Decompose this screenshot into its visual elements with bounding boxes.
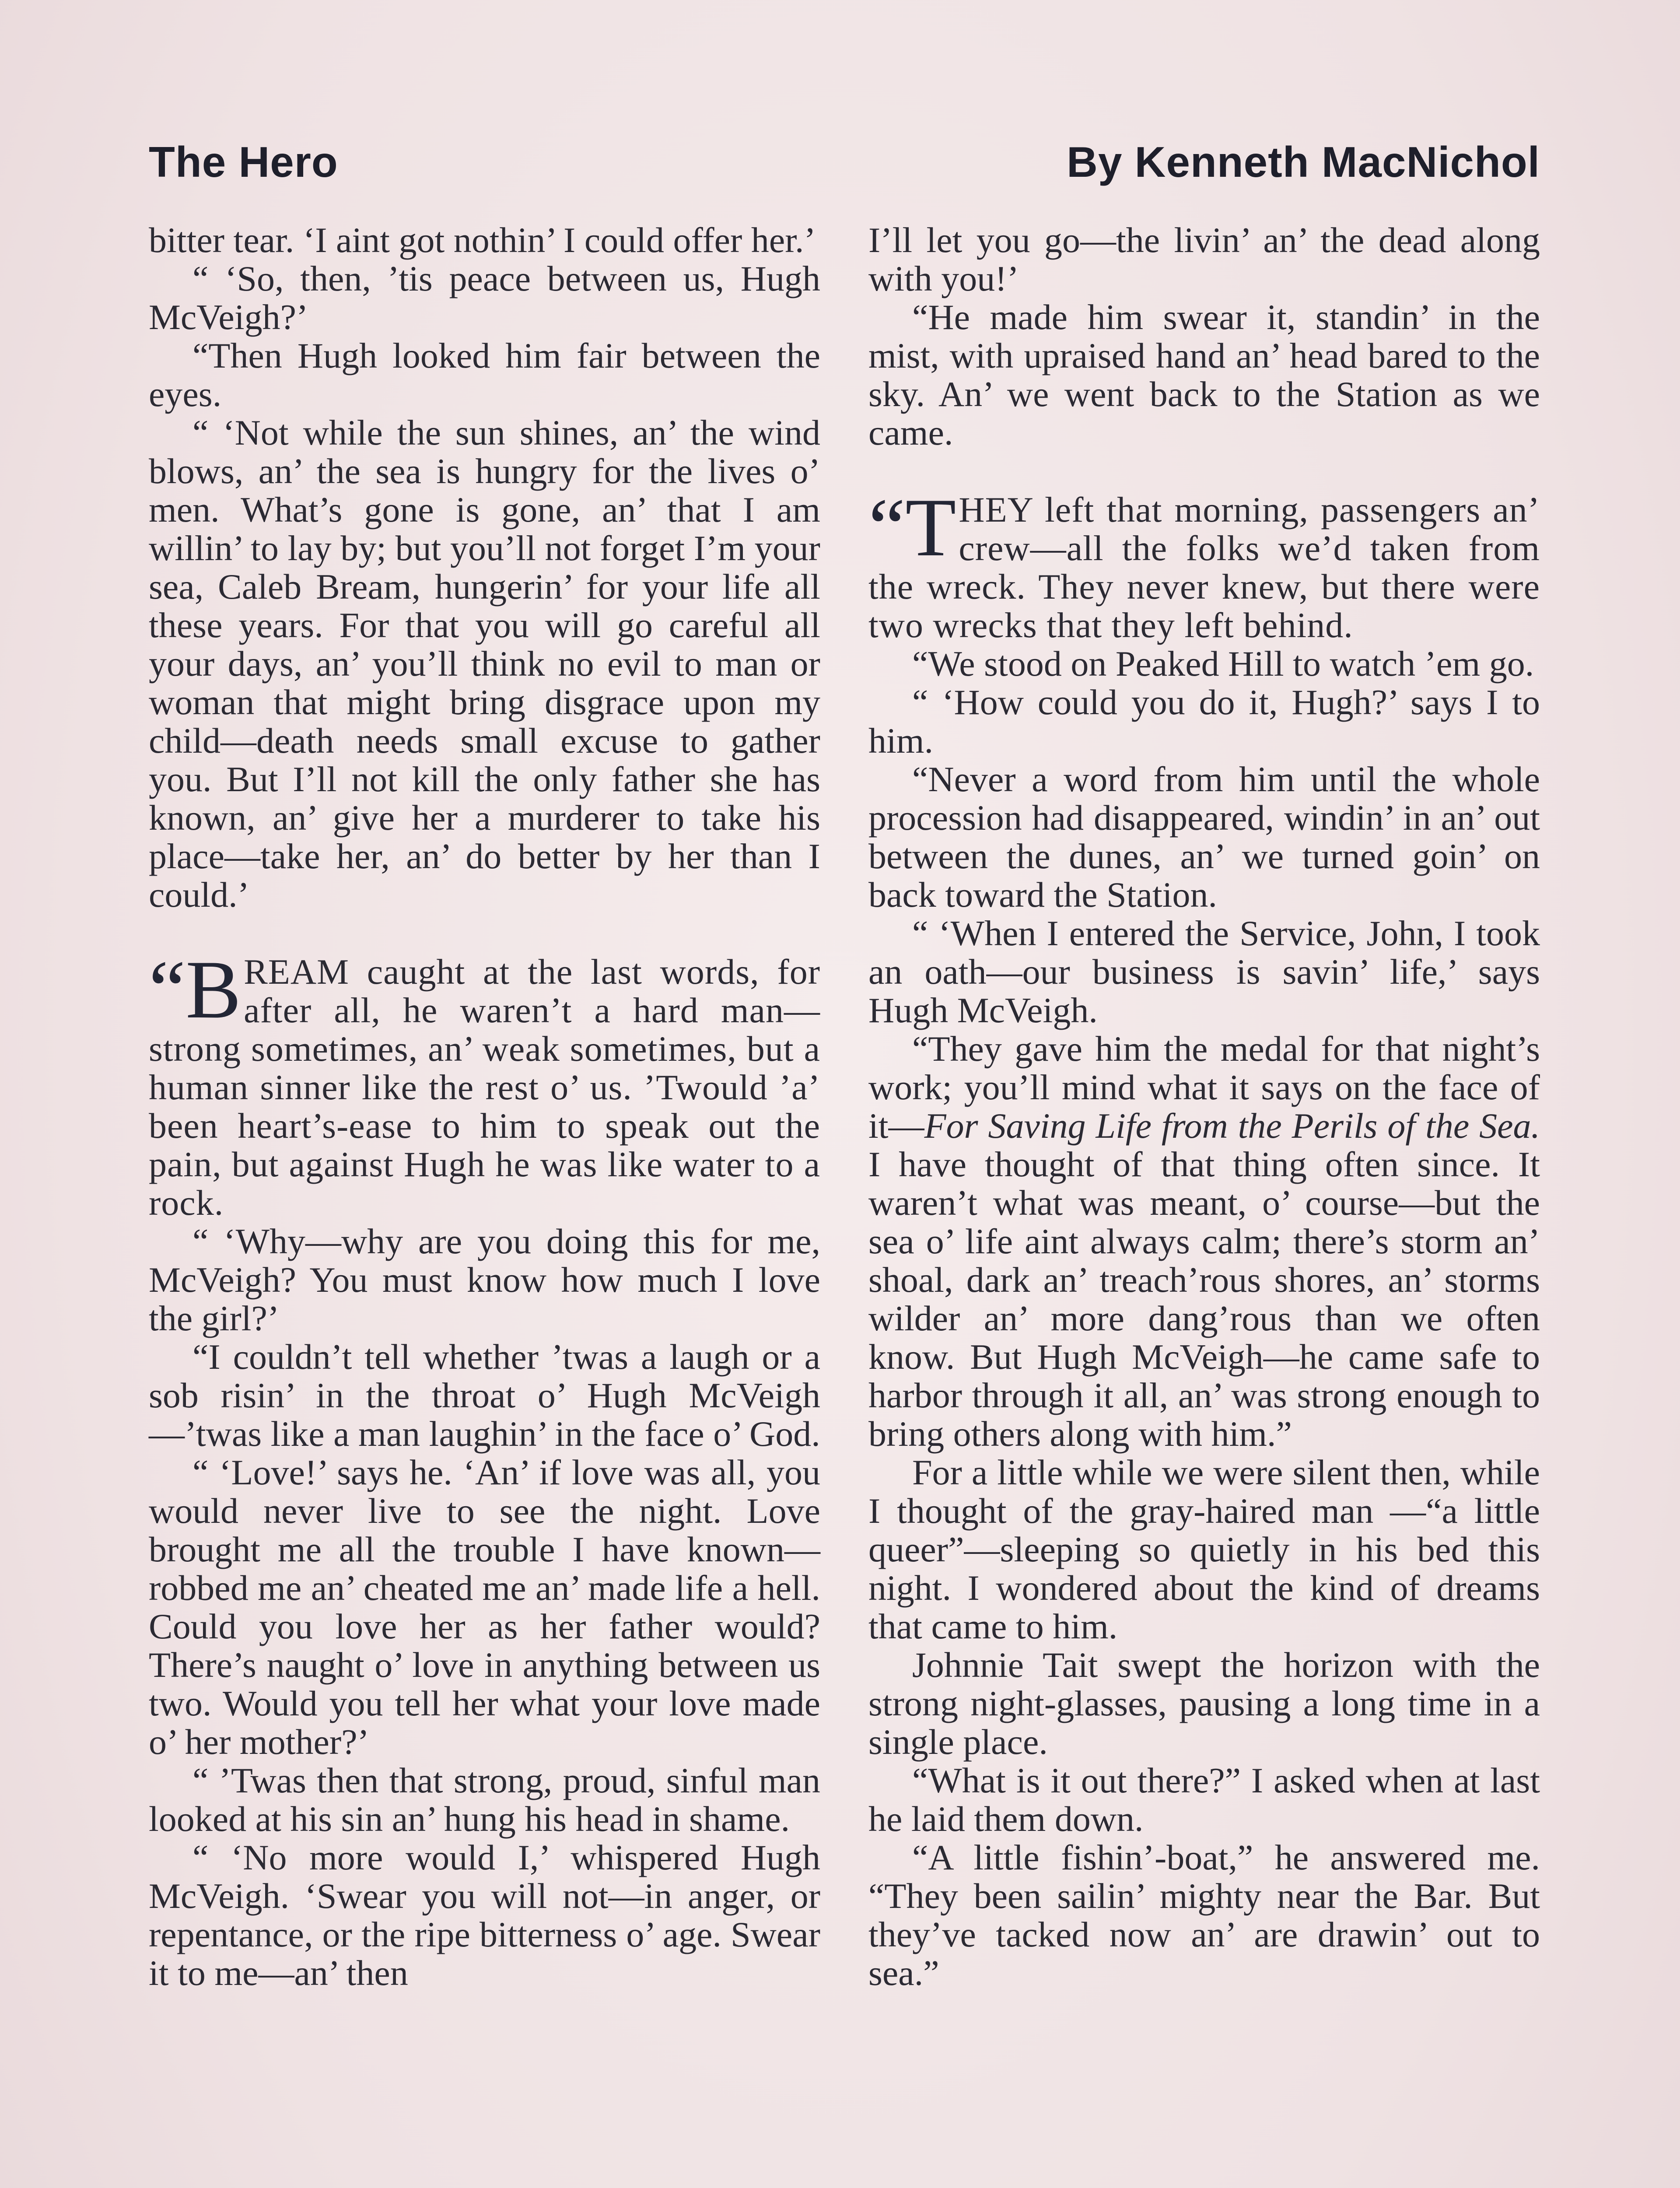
left-column — [149, 221, 820, 2188]
paragraph: “ ‘So, then, ’tis peace between us, Hugh McVeigh?’ — [149, 259, 820, 337]
section-lead-paragraph — [149, 944, 820, 1223]
paragraph: “ ‘How could you do it, Hugh?’ says I to him. — [868, 682, 1540, 761]
paragraph: “ ‘Love!’ says he. ‘An’ if love was all, you would never live to see the night. Love brought me all the trouble I have known—robbed me an’ cheated me an’ made life a hell. Could you love her as her father would? There’s naught o’ love in anything between us two. Would you tell her what your love made o’ her mother?’ — [149, 1452, 820, 1762]
paragraph: “ ‘No more would I,’ whispered Hugh McVeigh. ‘Swear you will not—in anger, or repentance, or the ripe bitterness o’ age. Swear it to me—an’ then — [149, 1837, 820, 1993]
section-lead-paragraph — [868, 482, 1540, 645]
lead-text: REAM caught at the last words, for after all, he waren’t a hard man—strong sometimes, an’ weak sometimes, but a human sinner like the rest o’ us. ’Twould ’a’ been heart’s-ease to him to speak out the pain, but against Hugh he was like water to a rock. — [149, 952, 820, 1223]
paragraph: “What is it out there?” I asked when at last he laid them down. — [868, 1760, 1540, 1839]
drop-cap-letter: B — [186, 944, 242, 1036]
paragraph: “ ‘When I entered the Service, John, I took an oath—our business is savin’ life,’ says Hugh McVeigh. — [868, 913, 1540, 1030]
medal-inscription: For Saving Life from the Perils of the Sea. — [924, 1106, 1540, 1146]
right-column — [868, 221, 1540, 2188]
paragraph: “ ‘Not while the sun shines, an’ the wind blows, an’ the sea is hungry for the lives o’ men. What’s gone is gone, an’ that I am willin’ to lay by; but you’ll not forget I’m your sea, Caleb Bream, hungerin’ for your life all these years. For that you will go careful all your days, an’ you’ll think no evil to man or woman that might bring disgrace upon my child—death needs small excuse to gather you. But I’ll not kill the only father she has known, an’ give her a murderer to take his place—take her, an’ do better by her than I could.’ — [149, 413, 820, 915]
drop-cap-quote: “ — [868, 482, 906, 574]
paragraph: “Then Hugh looked him fair between the eyes. — [149, 336, 820, 414]
text-columns — [149, 221, 1540, 2188]
paragraph: bitter tear. ‘I aint got nothin’ I could offer her.’ — [149, 220, 816, 260]
paragraph: Johnnie Tait swept the horizon with the strong night-glasses, pausing a long time in a single place. — [868, 1645, 1540, 1762]
paragraph-text: I have thought of that thing often since. It waren’t what was meant, o’ course—but the sea o’ life aint always calm; there’s storm an’ shoal, dark an’ treach’rous shores, an’ storms wilder an’ more dang’rous than we often know. But Hugh McVeigh—he came safe to harbor through it all, an’ was strong enough to bring others along with him.” — [868, 1144, 1540, 1454]
story-title: The Hero — [149, 137, 338, 186]
paragraph: “ ’Twas then that strong, proud, sinful man looked at his sin an’ hung his head in shame. — [149, 1760, 820, 1839]
drop-cap — [868, 482, 956, 574]
paragraph: “Never a word from him until the whole procession had disappeared, windin’ in an’ out between the dunes, an’ we turned goin’ on back toward the Station. — [868, 759, 1540, 915]
paragraph: “He made him swear it, standin’ in the mist, with upraised hand an’ head bared to the sky. An’ we went back to the Station as we came. — [868, 297, 1540, 452]
paragraph: “We stood on Peaked Hill to watch ’em go. — [912, 644, 1534, 684]
lead-text: HEY left that morning, passengers an’ crew—all the folks we’d taken from the wreck. They never knew, but there were two wrecks that they left behind. — [868, 490, 1540, 645]
paragraph: “ ‘Why—why are you doing this for me, McVeigh? You must know how much I love the girl?’ — [149, 1221, 820, 1338]
paragraph-text: “They gave him the medal for that night’s work; you’ll mind what it says on the face of it— — [868, 1029, 1540, 1146]
drop-cap-letter: T — [905, 482, 956, 574]
paragraph: I’ll let you go—the livin’ an’ the dead along with you!’ — [868, 220, 1540, 298]
paragraph — [868, 1030, 1540, 1453]
paragraph: “A little fishin’-boat,” he answered me. “They been sailin’ mighty near the Bar. But they’ve tacked now an’ are drawin’ out to sea.” — [868, 1837, 1540, 1993]
paragraph: “I couldn’t tell whether ’twas a laugh or a sob risin’ in the throat o’ Hugh McVeigh—’twas like a man laughin’ in the face o’ God. — [149, 1337, 820, 1454]
story-author: By Kenneth MacNichol — [1067, 137, 1540, 186]
paragraph: For a little while we were silent then, while I thought of the gray-haired man —“a little queer”—sleeping so quietly in his bed this night. I wondered about the kind of dreams that came to him. — [868, 1452, 1540, 1646]
drop-cap — [149, 944, 242, 1036]
drop-cap-quote: “ — [149, 944, 186, 1036]
page-header — [149, 131, 1540, 193]
